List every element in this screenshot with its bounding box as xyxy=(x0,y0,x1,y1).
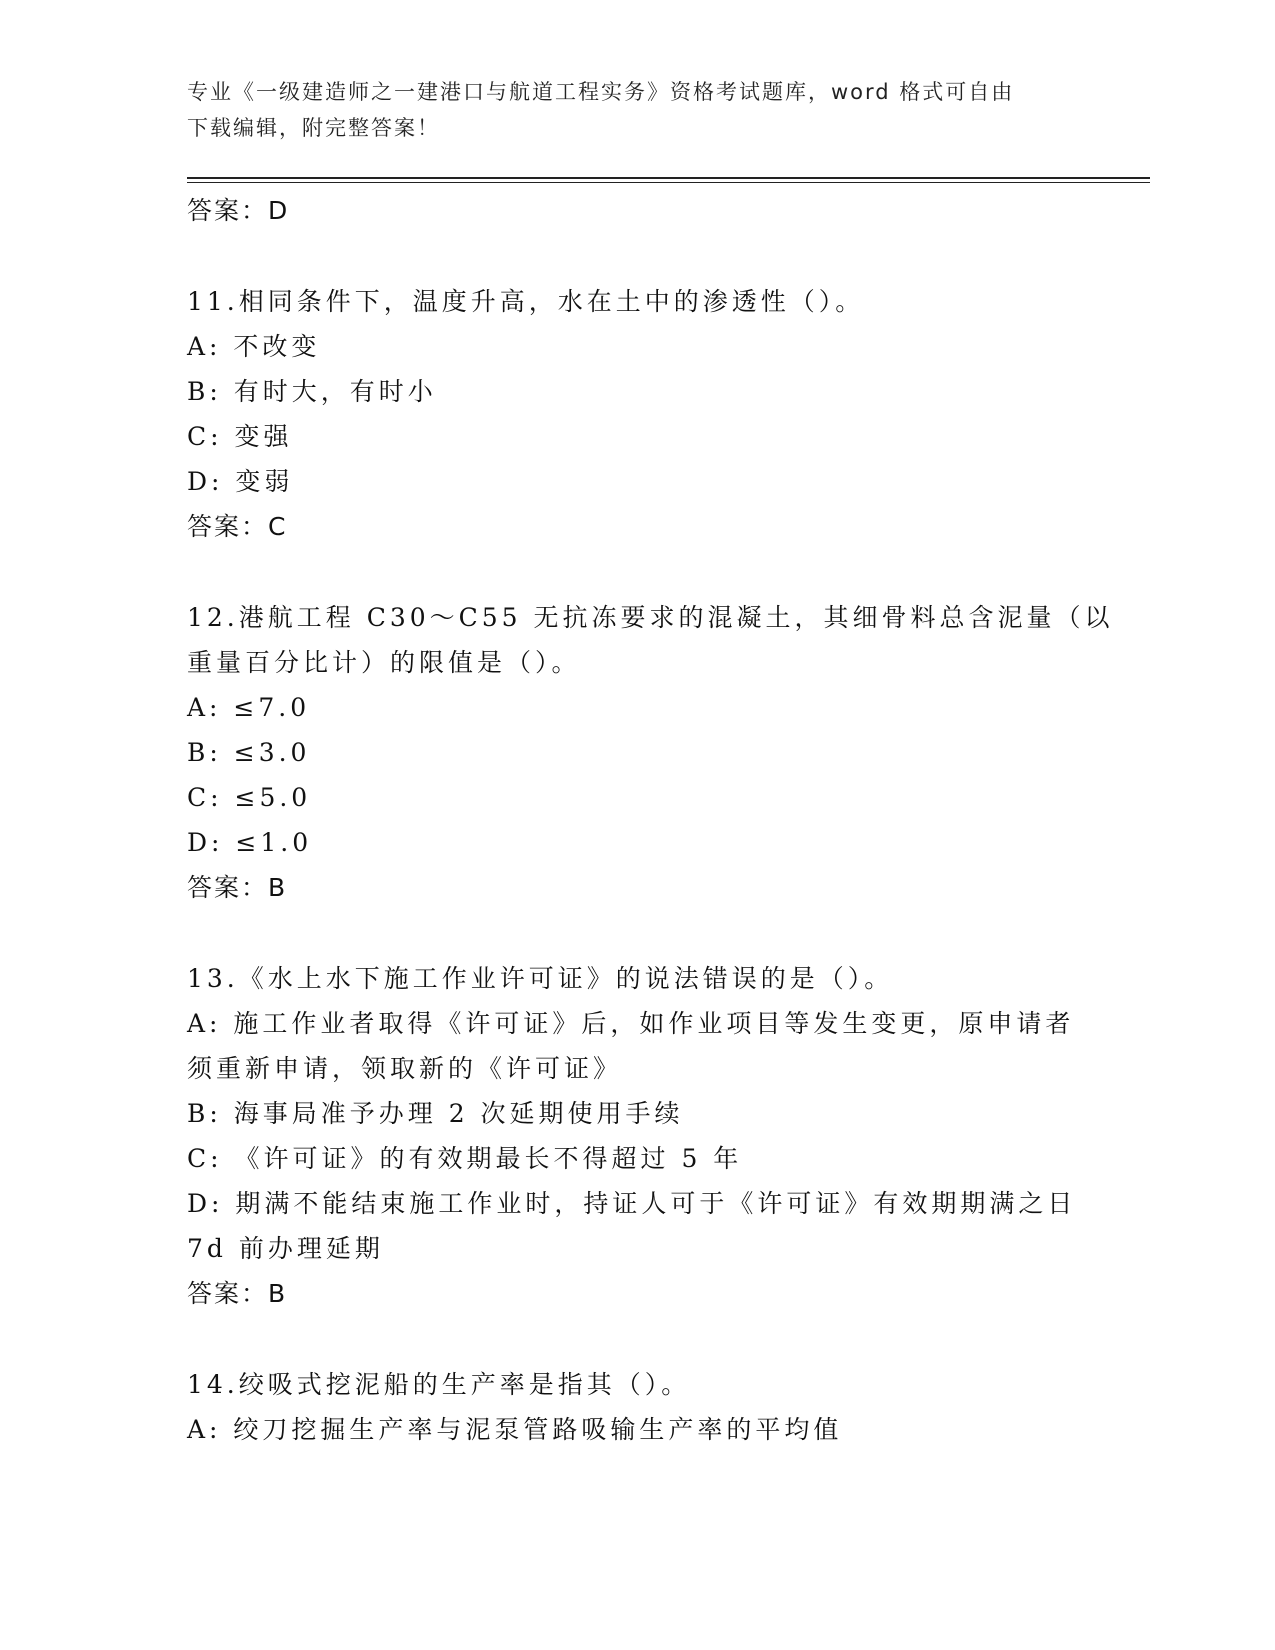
option-line: C: ≤5.0 xyxy=(187,783,312,812)
option-line: D: 变弱 xyxy=(187,467,294,496)
question-block xyxy=(187,956,1087,1316)
option-line: A: ≤7.0 xyxy=(187,693,311,722)
header-line-2: 下载编辑，附完整答案！ xyxy=(187,116,440,140)
answer-line: 答案：D xyxy=(187,196,290,225)
question-stem: 11.相同条件下，温度升高，水在土中的渗透性（）。 xyxy=(187,287,865,316)
option-line: A: 绞刀挖掘生产率与泥泵管路吸输生产率的平均值 xyxy=(187,1415,843,1444)
answer-line: 答案：B xyxy=(187,1279,288,1308)
question-block xyxy=(187,279,1087,549)
option-line: A: 不改变 xyxy=(187,332,321,361)
question-spacer xyxy=(187,549,1087,595)
header-divider-thick xyxy=(187,177,1150,179)
question-spacer xyxy=(187,233,1087,279)
option-line: B: ≤3.0 xyxy=(187,738,311,767)
option-line: B: 海事局准予办理 2 次延期使用手续 xyxy=(187,1099,684,1128)
option-line: B: 有时大，有时小 xyxy=(187,377,437,406)
option-line: 须重新申请，领取新的《许可证》 xyxy=(187,1054,623,1083)
question-stem: 14.绞吸式挖泥船的生产率是指其（）。 xyxy=(187,1370,691,1399)
question-spacer xyxy=(187,910,1087,956)
option-line: 7d 前办理延期 xyxy=(187,1234,384,1263)
question-stem: 重量百分比计）的限值是（）。 xyxy=(187,648,581,677)
question-stem: 12.港航工程 C30～C55 无抗冻要求的混凝土，其细骨料总含泥量（以 xyxy=(187,603,1114,632)
answer-line: 答案：B xyxy=(187,873,288,902)
question-block xyxy=(187,595,1114,910)
header-divider-thin xyxy=(187,182,1150,183)
question-list xyxy=(187,188,1114,1452)
question-stem: 13.《水上水下施工作业许可证》的说法错误的是（）。 xyxy=(187,964,894,993)
option-line: D: ≤1.0 xyxy=(187,828,313,857)
header-line-1: 专业《一级建造师之一建港口与航道工程实务》资格考试题库，word 格式可自由 xyxy=(187,80,1015,104)
option-line: D: 期满不能结束施工作业时，持证人可于《许可证》有效期期满之日 xyxy=(187,1189,1077,1218)
option-line: C: 《许可证》的有效期最长不得超过 5 年 xyxy=(187,1144,743,1173)
option-line: C: 变强 xyxy=(187,422,293,451)
document-header xyxy=(187,74,1067,146)
question-spacer xyxy=(187,1316,1087,1362)
answer-line: 答案：C xyxy=(187,512,288,541)
question-block xyxy=(187,1362,1087,1452)
option-line: A: 施工作业者取得《许可证》后，如作业项目等发生变更，原申请者 xyxy=(187,1009,1075,1038)
